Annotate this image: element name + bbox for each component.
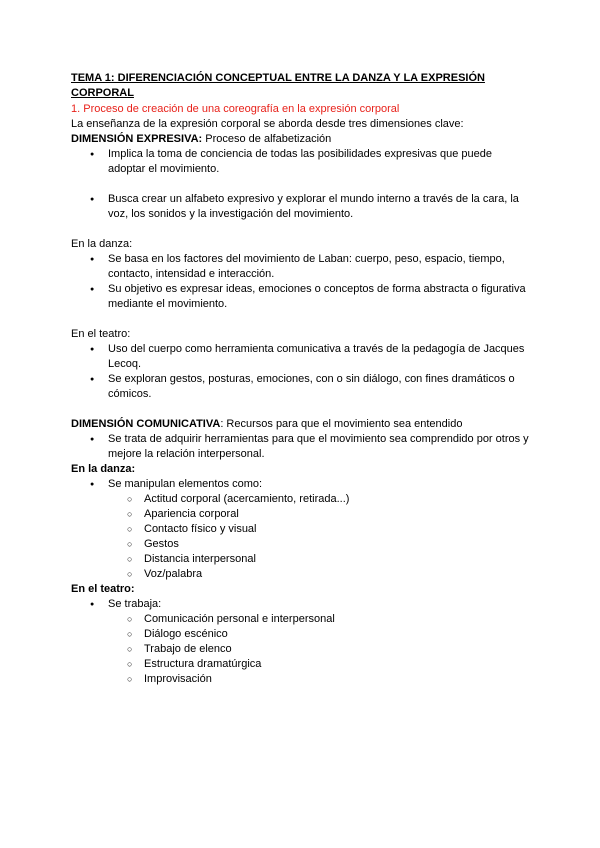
sub-list-item: ○ Apariencia corporal xyxy=(71,507,531,522)
list-item: ● Implica la toma de conciencia de todas las posibilidades expresivas que puede adoptar el movimiento. xyxy=(71,147,531,177)
expresiva-heading: DIMENSIÓN EXPRESIVA: xyxy=(71,133,203,145)
expresiva-danza-label: En la danza: xyxy=(71,238,133,250)
comunicativa-danza-label: En la danza: xyxy=(71,463,136,475)
danza-sublist xyxy=(71,492,531,582)
list-item xyxy=(71,597,531,687)
comunicativa-heading-line xyxy=(71,417,531,432)
sub-list-item: ○ Distancia interpersonal xyxy=(71,552,531,567)
expresiva-bullets xyxy=(71,147,531,177)
list-item: ● Busca crear un alfabeto expresivo y explorar el mundo interno a través de la cara, la voz, los sonidos y la investigación del movimiento. xyxy=(71,192,531,222)
sub-list-item: ○ Actitud corporal (acercamiento, retirada...) xyxy=(71,492,531,507)
comunicativa-teatro-list xyxy=(71,597,531,687)
list-item: ● Se basa en los factores del movimiento de Laban: cuerpo, peso, espacio, tiempo, contacto, intensidad e interacción. xyxy=(71,252,531,282)
list-item: ● Su objetivo es expresar ideas, emociones o conceptos de forma abstracta o figurativa mediante el movimiento. xyxy=(71,282,531,312)
comunicativa-teatro-label: En el teatro: xyxy=(71,583,135,595)
document-content xyxy=(71,71,531,687)
list-item xyxy=(71,477,531,582)
sub-list-item: ○ Diálogo escénico xyxy=(71,627,531,642)
expresiva-bullets-2 xyxy=(71,192,531,222)
comunicativa-heading: DIMENSIÓN COMUNICATIVA xyxy=(71,418,221,430)
comunicativa-heading-rest: : Recursos para que el movimiento sea entendido xyxy=(220,418,463,430)
expresiva-heading-line xyxy=(71,132,531,147)
page-title: TEMA 1: DIFERENCIACIÓN CONCEPTUAL ENTRE LA DANZA Y LA EXPRESIÓN CORPORAL xyxy=(71,72,485,99)
sub-list-item: ○ Improvisación xyxy=(71,672,531,687)
section-subtitle: 1. Proceso de creación de una coreografía en la expresión corporal xyxy=(71,103,400,115)
danza-bullet-text: Se manipulan elementos como: xyxy=(108,478,263,490)
sub-list-item: ○ Comunicación personal e interpersonal xyxy=(71,612,531,627)
sub-list-item: ○ Trabajo de elenco xyxy=(71,642,531,657)
teatro-bullet-text: Se trabaja: xyxy=(108,598,162,610)
sub-list-item: ○ Estructura dramatúrgica xyxy=(71,657,531,672)
sub-list-item: ○ Voz/palabra xyxy=(71,567,531,582)
expresiva-teatro-label: En el teatro: xyxy=(71,328,131,340)
expresiva-heading-rest: Proceso de alfabetización xyxy=(202,133,332,145)
sub-list-item: ○ Gestos xyxy=(71,537,531,552)
list-item: ● Se exploran gestos, posturas, emociones, con o sin diálogo, con fines dramáticos o cómicos. xyxy=(71,372,531,402)
sub-list-item: ○ Contacto físico y visual xyxy=(71,522,531,537)
expresiva-teatro-list xyxy=(71,342,531,402)
list-item: ● Se trata de adquirir herramientas para que el movimiento sea comprendido por otros y mejore la relación interpersonal. xyxy=(71,432,531,462)
intro-text: La enseñanza de la expresión corporal se aborda desde tres dimensiones clave: xyxy=(71,118,464,130)
list-item: ● Uso del cuerpo como herramienta comunicativa a través de la pedagogía de Jacques Lecoq. xyxy=(71,342,531,372)
teatro-sublist xyxy=(71,612,531,687)
comunicativa-bullets xyxy=(71,432,531,462)
comunicativa-danza-list xyxy=(71,477,531,582)
expresiva-danza-list xyxy=(71,252,531,312)
